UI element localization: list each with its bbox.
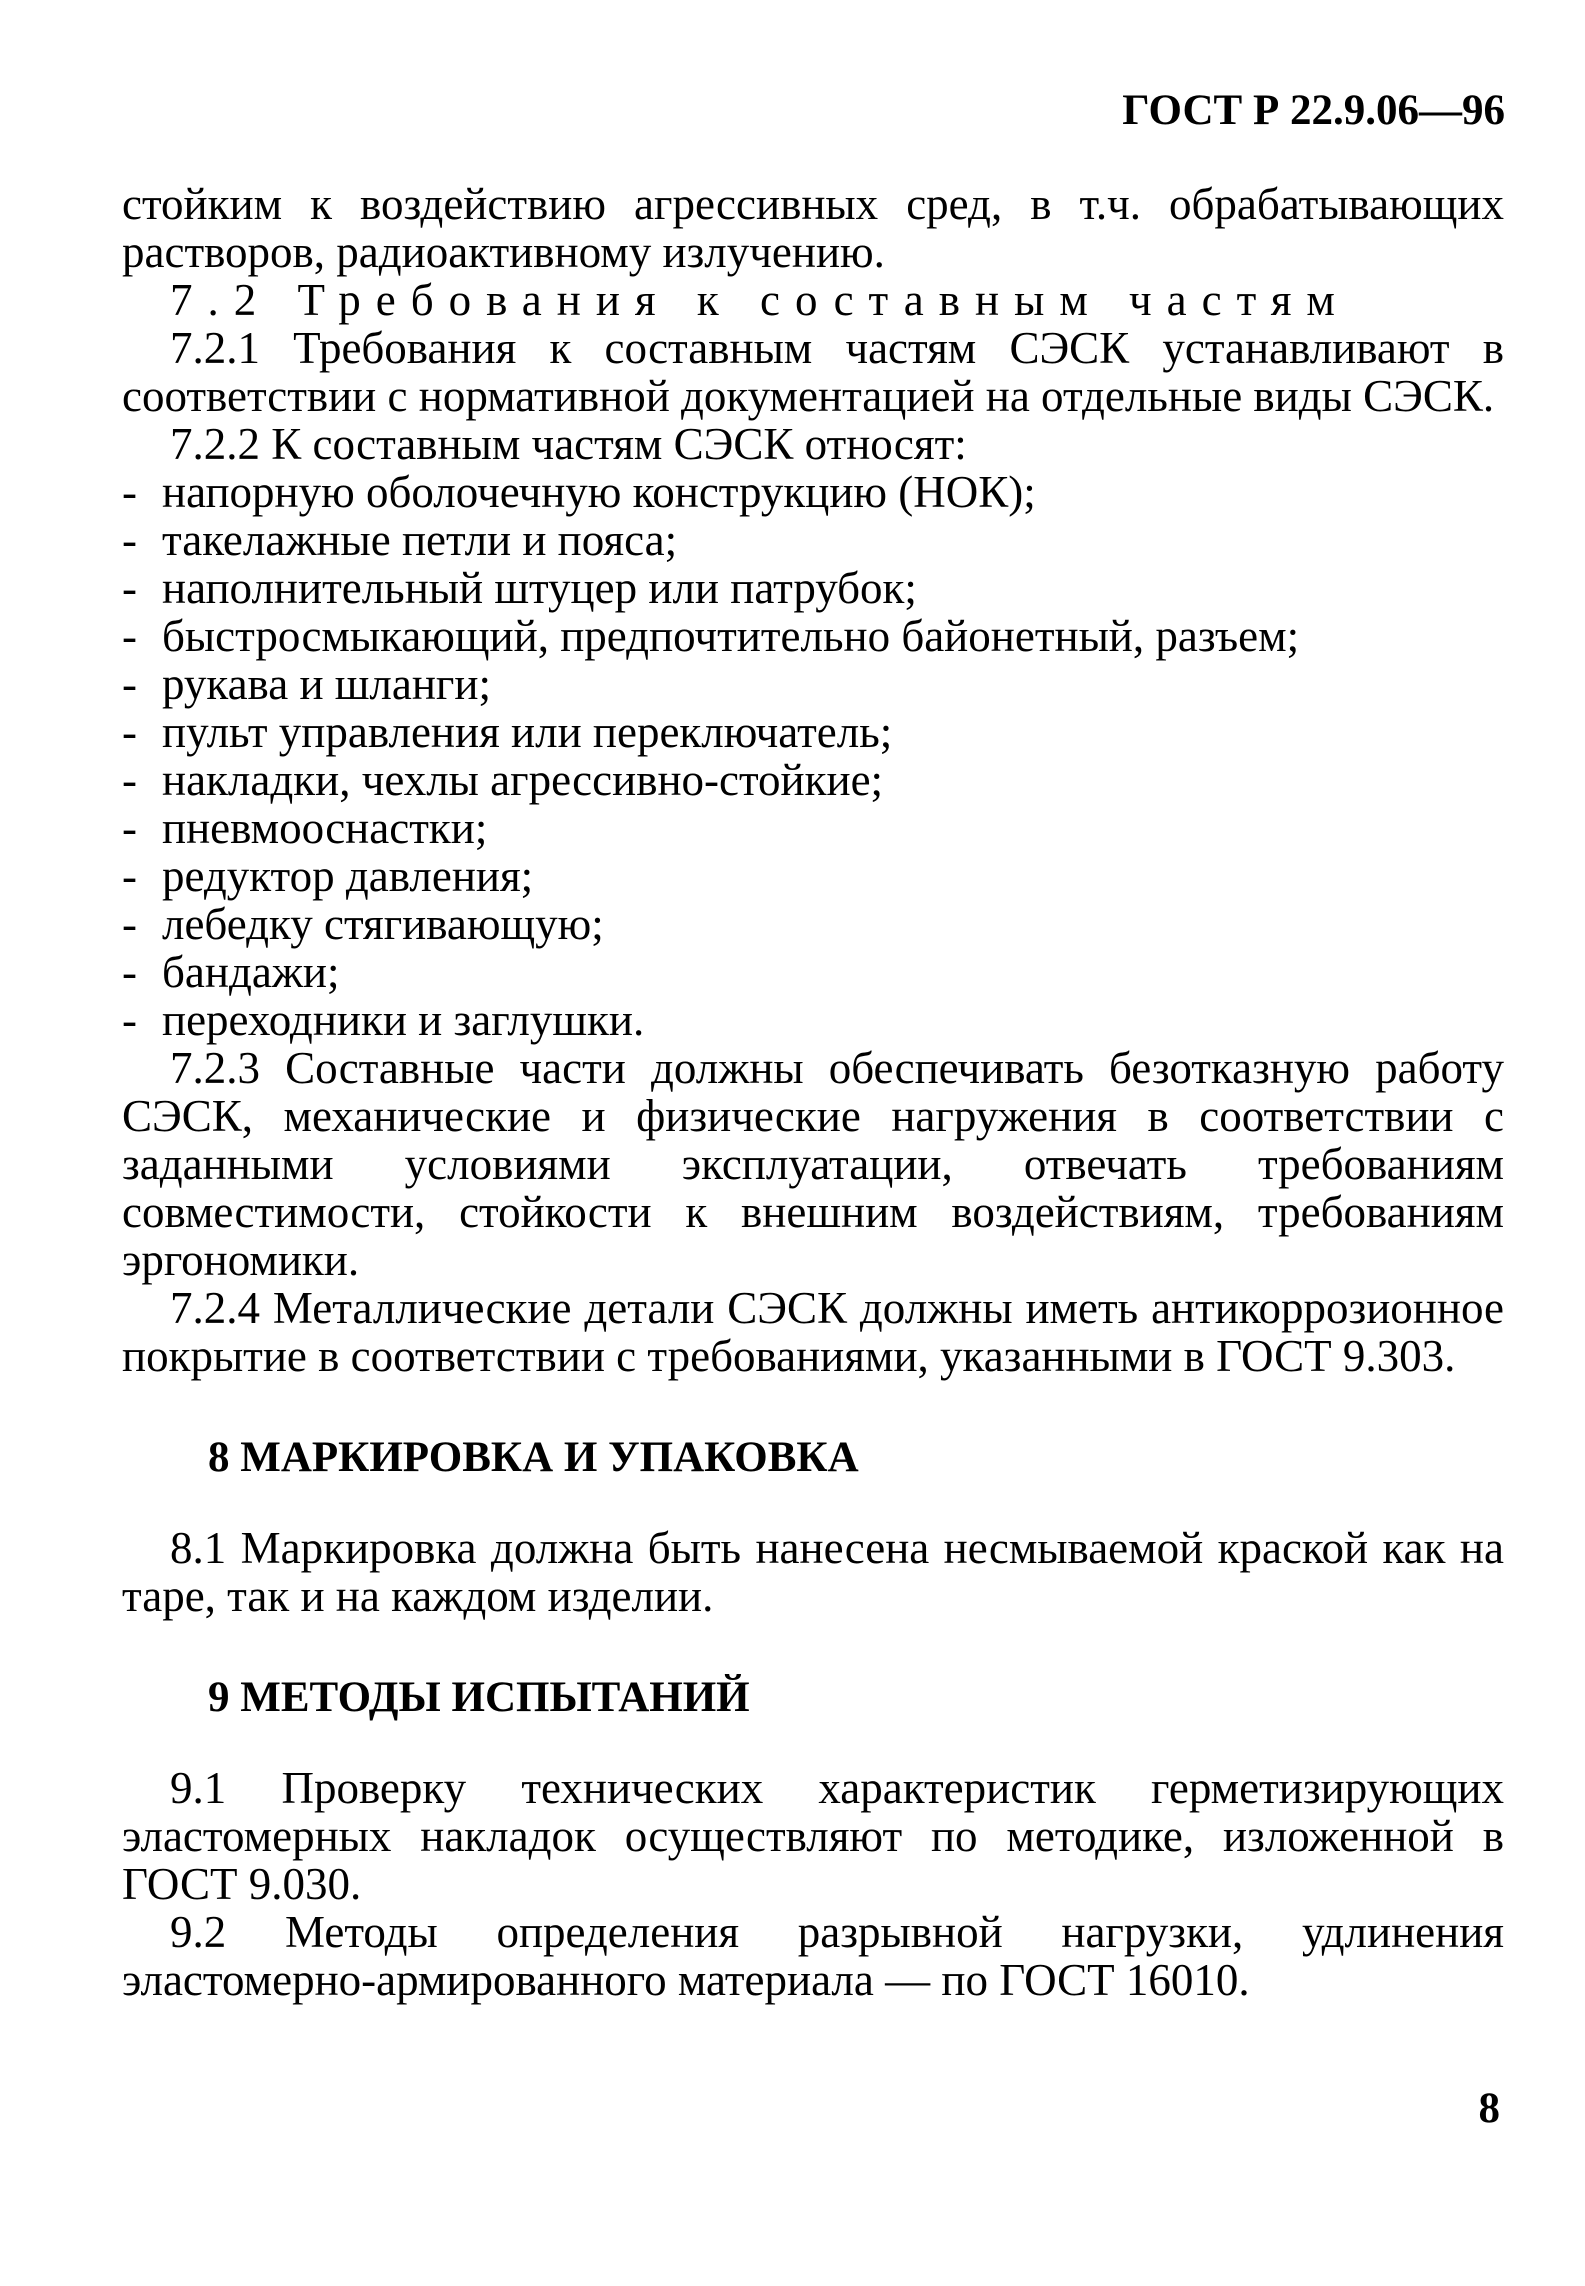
list-item-text: рукава и шланги; <box>162 659 491 709</box>
list-item-text: такелажные петли и пояса; <box>162 515 678 565</box>
list-item-text: лебедку стягивающую; <box>162 899 604 949</box>
page-number: 8 <box>1478 2085 1500 2132</box>
list-marker: - <box>122 563 137 613</box>
list-item <box>122 708 1504 756</box>
paragraph-7-2-3: 7.2.3 Составные части должны обеспечивать безотказную работу СЭСК, механические и физические нагружения в соответствии с заданными условиями эксплуатации, отвечать требованиям совместимости, стойкости к внешним воздействиям, требованиям эргономики. <box>122 1043 1504 1285</box>
list-item-text: переходники и заглушки. <box>162 995 645 1045</box>
list-item <box>122 564 1504 612</box>
paragraph-9-2: 9.2 Методы определения разрывной нагрузки, удлинения эластомерно-армированного материала — по ГОСТ 16010. <box>122 1907 1504 2005</box>
list-item-text: редуктор давления; <box>162 851 534 901</box>
list-marker: - <box>122 515 137 565</box>
list-item-text: накладки, чехлы агрессивно-стойкие; <box>162 755 884 805</box>
paragraph-7-2-1: 7.2.1 Требования к составным частям СЭСК устанавливают в соответствии с нормативной документацией на отдельные виды СЭСК. <box>122 323 1504 421</box>
paragraph-8-1: 8.1 Маркировка должна быть нанесена несмываемой краской как на таре, так и на каждом изделии. <box>122 1523 1504 1621</box>
components-list <box>122 468 1504 1044</box>
list-item <box>122 756 1504 804</box>
list-item-text: напорную оболочечную конструкцию (НОК); <box>162 467 1036 517</box>
list-item-text: быстросмыкающий, предпочтительно байонетный, разъем; <box>162 611 1300 661</box>
list-marker: - <box>122 611 137 661</box>
list-item-text: пульт управления или переключатель; <box>162 707 893 757</box>
paragraph-7-2-4: 7.2.4 Металлические детали СЭСК должны иметь антикоррозионное покрытие в соответствии с требованиями, указанными в ГОСТ 9.303. <box>122 1283 1504 1381</box>
list-item <box>122 516 1504 564</box>
list-item-text: пневмооснастки; <box>162 803 488 853</box>
paragraph-9-1: 9.1 Проверку технических характеристик герметизирующих эластомерных накладок осуществляют по методике, изложенной в ГОСТ 9.030. <box>122 1763 1504 1909</box>
list-marker: - <box>122 899 137 949</box>
section-8-heading: 8 МАРКИРОВКА И УПАКОВКА <box>208 1434 859 1481</box>
document-header-id: ГОСТ Р 22.9.06—96 <box>1122 87 1505 134</box>
list-item <box>122 852 1504 900</box>
list-marker: - <box>122 947 137 997</box>
list-item-text: наполнительный штуцер или патрубок; <box>162 563 917 613</box>
list-marker: - <box>122 755 137 805</box>
section-9-heading: 9 МЕТОДЫ ИСПЫТАНИЙ <box>208 1674 750 1721</box>
list-item <box>122 900 1504 948</box>
list-marker: - <box>122 707 137 757</box>
paragraph-7-2-2: 7.2.2 К составным частям СЭСК относят: <box>170 419 967 469</box>
list-item <box>122 468 1504 516</box>
list-item-text: бандажи; <box>162 947 340 997</box>
list-item <box>122 948 1504 996</box>
list-marker: - <box>122 995 137 1045</box>
list-marker: - <box>122 467 137 517</box>
list-item <box>122 996 1504 1044</box>
continuation-paragraph: стойким к воздействию агрессивных сред, в т.ч. обрабатывающих растворов, радиоактивному излучению. <box>122 179 1504 277</box>
list-item <box>122 660 1504 708</box>
subsection-7-2-title: 7.2 Требования к составным частям <box>170 275 1350 325</box>
list-marker: - <box>122 803 137 853</box>
list-marker: - <box>122 851 137 901</box>
document-body <box>122 180 1504 2004</box>
list-marker: - <box>122 659 137 709</box>
list-item <box>122 612 1504 660</box>
list-item <box>122 804 1504 852</box>
